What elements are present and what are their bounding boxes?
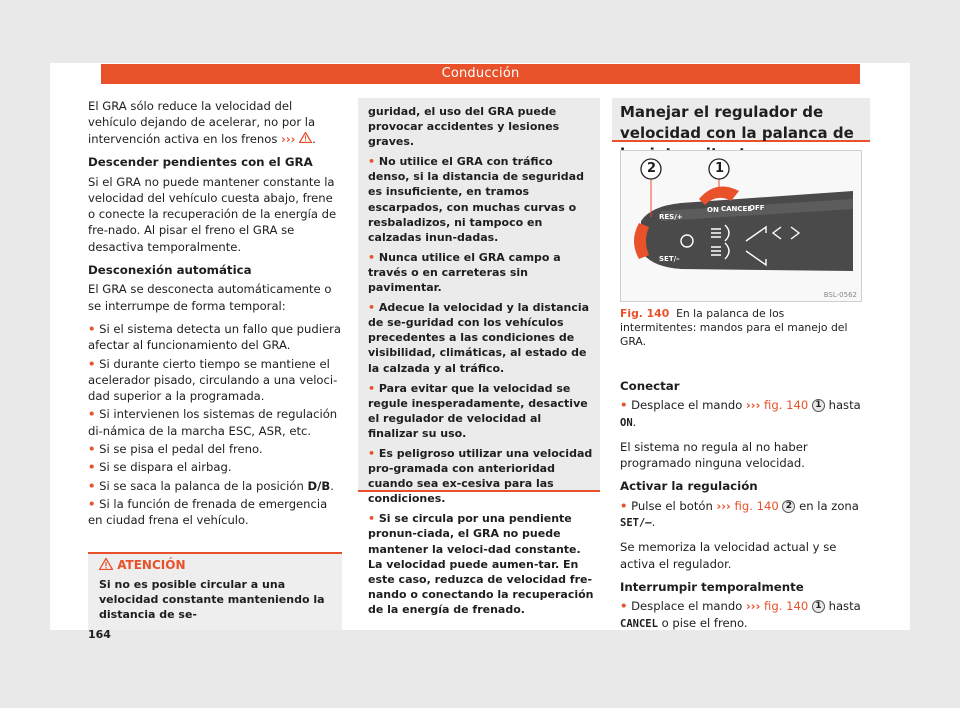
- callout-ref: 2: [782, 500, 795, 513]
- callout-number: 1: [715, 161, 725, 176]
- warning-continuation: [368, 104, 594, 622]
- page-number: 164: [88, 628, 111, 641]
- list-item: • Si intervienen los sistemas de regulación di-námica de la marcha ESC, ASR, etc.: [88, 407, 338, 438]
- list-item: • Si la función de frenada de emergencia en ciudad frena el vehículo.: [88, 496, 328, 528]
- list-item: • Si el sistema detecta un fallo que pudiera afectar al funcionamiento del GRA.: [88, 321, 341, 353]
- list-item: • Si se saca la palanca de la posición D/B.: [88, 478, 334, 493]
- label-cancel: CANCEL: [721, 205, 752, 213]
- column-left: [88, 98, 343, 530]
- figure-link[interactable]: fig. 140: [764, 599, 809, 614]
- list-item: • Si durante cierto tiempo se mantiene el acelerador pisado, circulando a una veloci-dad superior a la programada.: [88, 356, 338, 404]
- figure-lever: [620, 150, 862, 302]
- label-set: SET/–: [659, 255, 680, 263]
- intro-link[interactable]: ›››: [281, 131, 296, 146]
- top-margin: [50, 48, 910, 63]
- warning-para: • No utilice el GRA con tráfico denso, si la distancia de seguridad es insuficiente, en tramos escarpados, con muchas curvas o resbaladizos, ni tampoco en calzadas inun-dadas.: [368, 155, 584, 244]
- warning-header: ATENCIÓN: [99, 558, 185, 573]
- callout-ref: 1: [812, 399, 825, 412]
- warning-para: guridad, el uso del GRA puede provocar accidentes y lesiones graves.: [368, 105, 560, 149]
- section-title: Manejar el regulador de velocidad con la palanca de: [612, 98, 870, 142]
- callout-ref: 1: [812, 600, 825, 613]
- list-item: • Pulse el botón ››› fig. 140 2 en la zona SET/–.: [620, 498, 859, 530]
- warning-para: • Si se circula por una pendiente pronun-ciada, el GRA no puede mantener la veloci-dad constante. La velocidad puede aumen-tar. En este caso, reduzca de velocidad fre-nando o conectando la recuperación de la energía de frenado.: [368, 512, 594, 616]
- paragraph-descend: Si el GRA no puede mantener constante la velocidad del vehículo cuesta abajo, frene o conecte la recuperación de la energía de fre-nado. Al pisar el freno el GRA se desactiva temporalmente.: [88, 174, 337, 254]
- callout-number: 2: [647, 161, 657, 176]
- figure-link[interactable]: fig. 140: [764, 398, 809, 413]
- label-res: RES/+: [659, 213, 683, 221]
- caption-label: Fig. 140: [620, 307, 670, 320]
- label-on: ON: [707, 206, 719, 214]
- warning-para: • Para evitar que la velocidad se regule inesperadamente, desactive el regulador de velocidad al finalizar su uso.: [368, 381, 588, 440]
- paragraph-memo: Se memoriza la velocidad actual y se activa el regulador.: [620, 540, 837, 571]
- list-item: • Desplace el mando ››› fig. 140 1 hasta ON.: [620, 398, 861, 429]
- paragraph-noprog: El sistema no regula al no haber programado ninguna velocidad.: [620, 439, 808, 471]
- label-off: OFF: [749, 204, 765, 212]
- list-item: • Si se dispara el airbag.: [88, 460, 232, 475]
- lever-illustration: [621, 151, 861, 301]
- figure-code: BSL-0562: [823, 291, 857, 299]
- caption-text: En la palanca de los intermitentes: mandos para el manejo del GRA.: [620, 307, 848, 348]
- chapter-header: Conducción: [101, 64, 860, 84]
- list-item: • Si se pisa el pedal del freno.: [88, 441, 263, 456]
- figure-link[interactable]: fig. 140: [734, 498, 779, 513]
- warning-icon: [99, 558, 113, 573]
- paragraph-auto: El GRA se desconecta automáticamente o se interrumpe de forma temporal:: [88, 282, 332, 313]
- intro-paragraph: El GRA sólo reduce la velocidad del vehículo dejando de acelerar, no por la intervención activa en los frenos ››› .: [88, 99, 316, 146]
- column-right: [620, 374, 865, 634]
- warning-icon: [299, 131, 312, 147]
- heading-auto: Desconexión automática: [88, 263, 252, 278]
- bottom-margin: [50, 630, 910, 674]
- warning-para: • Es peligroso utilizar una velocidad pro-gramada con anterioridad cuando sea ex-cesiva para las condiciones.: [368, 446, 593, 506]
- list-item: • Desplace el mando ››› fig. 140 1 hasta CANCEL o pise el freno.: [620, 599, 861, 630]
- warning-para: • Adecue la velocidad y la distancia de se-guridad con los vehículos precedentes a las condiciones de visibilidad, climáticas, al estado de la calzada y al tráfico.: [368, 301, 590, 375]
- heading-connect: Conectar: [620, 379, 680, 393]
- heading-activate: Activar la regulación: [620, 479, 758, 494]
- warning-para: • Nunca utilice el GRA campo a través o en carreteras sin pavimentar.: [368, 250, 561, 295]
- heading-descend: Descender pendientes con el GRA: [88, 155, 313, 170]
- figure-caption: [620, 307, 860, 349]
- warning-text: Si no es posible circular a una velocidad constante manteniendo la distancia de se-: [99, 578, 325, 621]
- heading-interrupt: Interrumpir temporalmente: [620, 579, 804, 594]
